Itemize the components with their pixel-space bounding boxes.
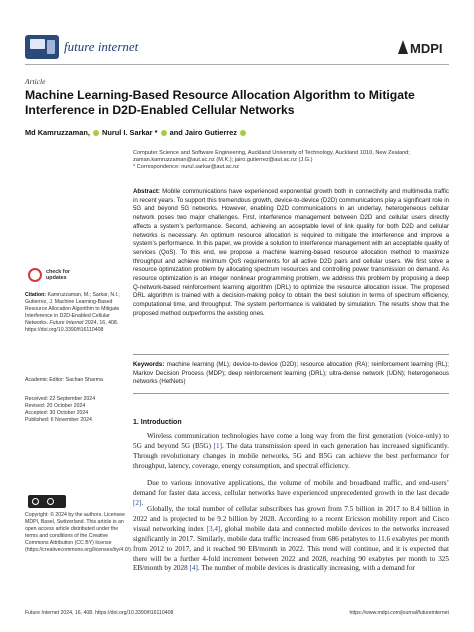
affiliations	[133, 150, 451, 172]
intro-paragraph-3: Globally, the total number of cellular subscribers has grown from 7.5 billion in 2017 to 8.4 billion in 2022 and is projected to be 9.2 billion by 2028. According to a recent Ericsson mobility report and Cisco visual networking index [3,4], global mobile data and connected mobile devices to the networks increased significantly in 2017. Similarly, mobile data traffic increased from 686 petabytes to 11.6 exabytes per month from 2012 to 2017, and it reached 90 EB/month in 2022. This trend will continue, and it is expected that there will be a further 4-fold increment between 2022 and 2028, reaching 90 exabytes per month to 325 EB/month by 2028 [4]. The number of mobile devices is drastically increasing, with a demand for	[133, 505, 450, 573]
keywords	[133, 361, 449, 387]
orcid-icon[interactable]	[240, 130, 246, 136]
copyright-notice: Copyright: © 2024 by the authors. Licensee MDPI, Basel, Switzerland. This article is an open access article distributed under the terms and conditions of the Creative Commons Attribution (CC BY) license (https://creativecommons.org/licenses/by/4.0/).	[25, 512, 133, 553]
abstract-text: Mobile communications have experienced exponential growth both in connectivity and multimedia traffic in recent years. To support this tremendous growth, device-to-device (D2D) communications play a significant role in 5G and beyond 5G networks. However, enabling D2D communications in an underlay, heterogeneous cellular network poses two major challenges. First, interference management between D2D and cellular users directly affects a system’s performance. Second, achieving an acceptable level of link quality for both D2D and cellular networks is necessary. An optimum resource allocation is required to mitigate the interference and improve a system’s performance. In this paper, we provide a solution to interference management with an acceptable quality of services (QoS). To this end, we propose a machine learning-based resource allocation method to maximize throughput and achieve minimum QoS requirements for all active D2D pairs and cellular users. We first solve a resource optimization problem by allocating spectrum resources and controlling power transmission on demand. As resource optimization is an integer nonlinear programming problem, we address this problem by proposing a deep Q-network-based reinforcement learning algorithm (DRL) to optimize the resource allocation issue. The proposed DRL algorithm is trained with a decision-making policy to obtain the best solution in terms of spectrum efficiency, computational time, and throughput. The system performance is validated by simulation. The results show that the proposed method outperforms the existing ones.	[133, 188, 449, 317]
orcid-icon[interactable]	[161, 130, 167, 136]
journal-name[interactable]: future internet	[64, 39, 139, 54]
abstract-label: Abstract:	[133, 188, 160, 195]
keywords-divider-bottom	[133, 393, 449, 394]
cc-by-license-icon[interactable]	[28, 495, 66, 508]
journal-logo	[25, 35, 59, 59]
date-received: Received: 22 September 2024	[25, 396, 96, 402]
article-title: Machine Learning-Based Resource Allocation Algorithm to Mitigate Interference in D2D-Enabled Cellular Networks	[25, 88, 415, 117]
citation-link[interactable]: [3,4]	[206, 524, 221, 533]
affiliation-dept: Computer Science and Software Engineering, Auckland University of Technology, Auckland 1010, New Zealand;	[133, 150, 410, 156]
correspondence[interactable]: * Correspondence: nurul.sarkar@aut.ac.nz	[133, 164, 240, 171]
orcid-icon[interactable]	[93, 130, 99, 136]
citation-journal: Future Internet	[49, 320, 84, 326]
author-2[interactable]: Nurul I. Sarkar *	[102, 128, 158, 137]
academic-editor: Academic Editor: Sachan Sharma	[25, 377, 103, 383]
citation-doi[interactable]: 2024, 16, 408. https://doi.org/10.3390/fi16110408	[25, 320, 119, 333]
article-type: Article	[25, 77, 46, 86]
mdpi-logo-icon	[398, 40, 408, 54]
author-3[interactable]: and Jairo Gutierrez	[169, 128, 237, 137]
abstract	[133, 188, 449, 319]
citation-label: Citation:	[25, 292, 47, 298]
footer-citation[interactable]: Future Internet 2024, 16, 408. https://doi.org/10.3390/fi16110408	[25, 610, 174, 616]
intro-paragraph-2: Due to various innovative applications, the volume of mobile and broadband traffic, and end-users’ demand for faster data access, cellular networks have experienced unprecedented growth in the last decade [2].	[133, 479, 449, 507]
citation-text: Kamruzzaman, M.; Sarkar, N.I.; Gutierrez, J. Machine Learning-Based Resource Allocation Algorithm to Mitigate Interference in D2D-Enabled Cellular Networks.	[25, 292, 120, 326]
author-1[interactable]: Md Kamruzzaman,	[25, 128, 90, 137]
citation-link[interactable]: [2]	[133, 498, 142, 507]
author-list	[25, 128, 247, 137]
citation-link[interactable]: [4]	[189, 564, 198, 573]
keywords-divider-top	[133, 354, 449, 355]
date-accepted: Accepted: 30 October 2024	[25, 410, 89, 416]
intro-paragraph-1: Wireless communication technologies have come a long way from the first generation (voice-only) to 5G and beyond 5G (B5G) [1]. The data transmission speed in each generation has increased significantly. Through revolutionary changes in mobile networks, 5G and B5G can achieve the best performance for throughput, latency, coverage, energy consumption, and spectral efficiency.	[133, 432, 449, 470]
dates-block	[25, 396, 125, 424]
citation-block	[25, 292, 125, 334]
section-heading-introduction: 1. Introduction	[133, 419, 182, 426]
citation-link[interactable]: [1]	[213, 441, 223, 450]
check-for-updates-icon[interactable]	[28, 268, 42, 282]
header-divider	[25, 64, 449, 65]
publisher-logo-text[interactable]: MDPI	[410, 41, 443, 56]
date-revised: Revised: 20 October 2024	[25, 403, 86, 409]
keywords-text: machine learning (ML); device-to-device (D2D); resource allocation (RA); reinforcement learning (RL); Markov Decision Process (MDP); deep reinforcement learning (DRL); ultra-dense network (UDN); heterogeneous networks (HetNets)	[133, 361, 449, 386]
check-for-updates-label[interactable]: check for updates	[46, 269, 70, 281]
affiliation-emails[interactable]: zaman.kamruzzaman@aut.ac.nz (M.K.); jairo.gutierrez@aut.ac.nz (J.G.)	[133, 157, 313, 164]
date-published: Published: 6 November 2024	[25, 417, 92, 423]
footer-journal-url[interactable]: https://www.mdpi.com/journal/futureinternet	[349, 610, 449, 616]
keywords-label: Keywords:	[133, 361, 165, 368]
